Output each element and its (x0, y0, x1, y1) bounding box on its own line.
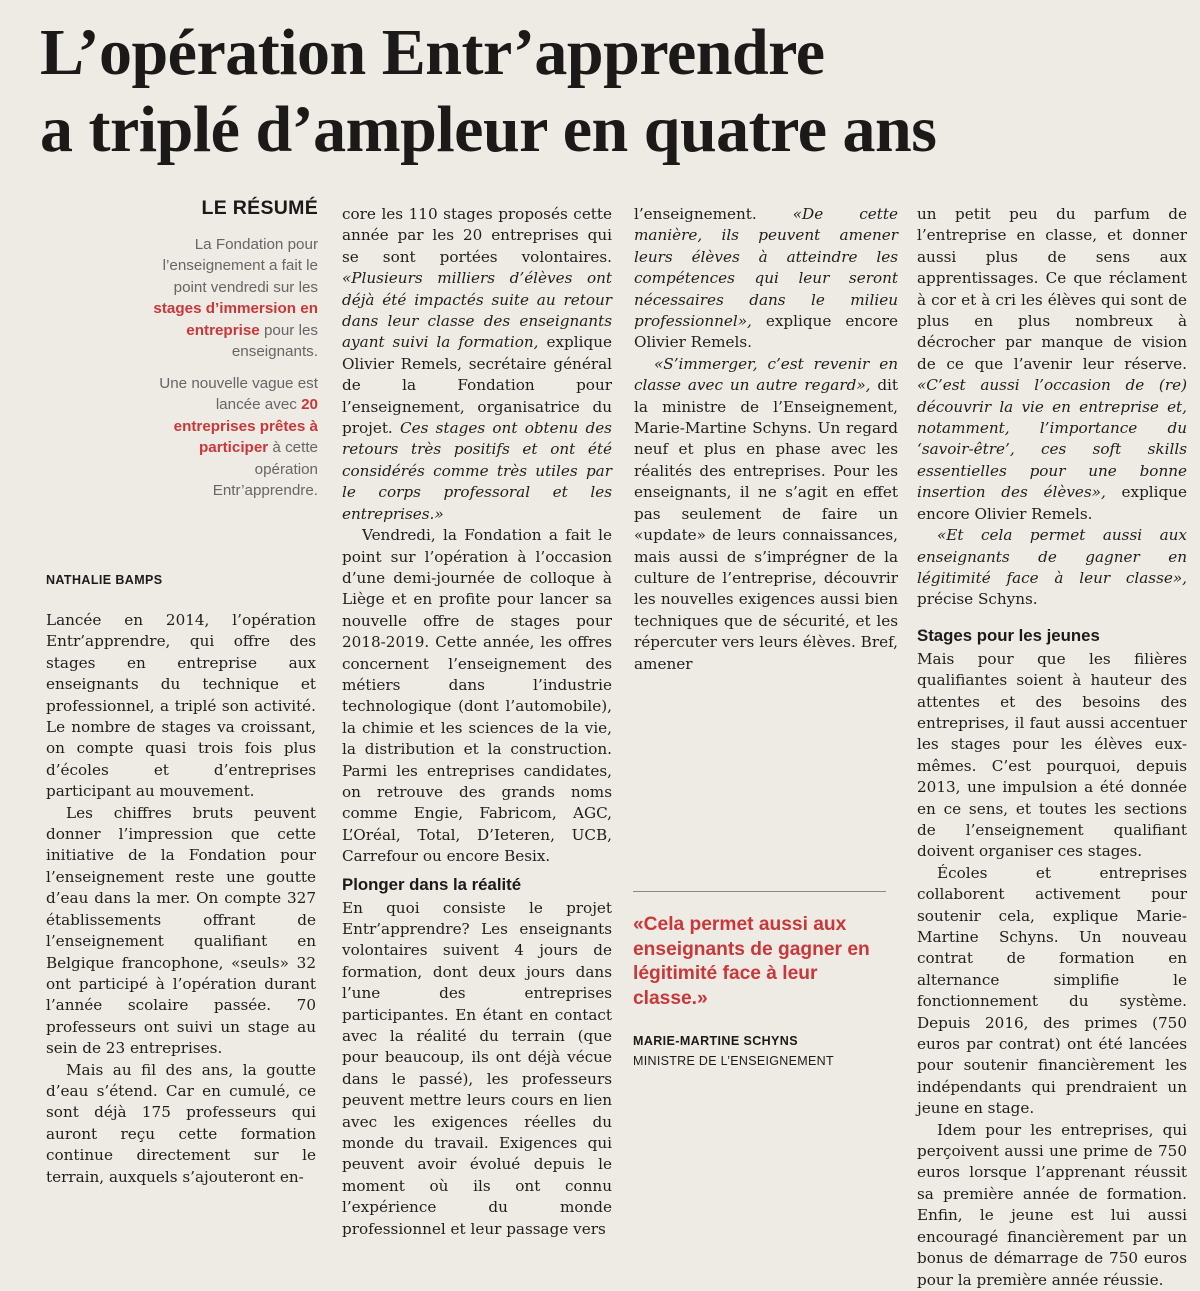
text: explique Olivier Remels, secrétaire général de la Fondation pour l’enseignement, organisatrice du projet. (342, 333, 612, 438)
text: core les 110 stages proposés cette année par les 20 entreprises qui se sont portées volontaires. (342, 205, 612, 266)
text: explique encore Olivier Remels. (634, 312, 898, 352)
byline: NATHALIE BAMPS (46, 573, 163, 587)
text: précise Schyns. (917, 590, 1038, 609)
paragraph (634, 204, 898, 354)
text: explique encore Olivier Remels. (917, 483, 1188, 523)
headline (40, 14, 1180, 168)
paragraph: Écoles et entreprises collaborent activement pour soutenir cela, explique Marie-Martine Schyns. Un nouveau contrat de formation en alternance simplifie le fonctionnement du système. Depuis 2016, des primes (750 euros par contrat) ont été lancées pour soutenir financièrement les indépendants qui prendraient un jeune en stage. (917, 863, 1187, 1118)
text: l’enseignement. (634, 205, 793, 223)
quote-italic: «C’est aussi l’occasion de (re) découvrir la vie en entreprise et, notamment, l’importance du ‘savoir-être’, ces soft skills essentielles pour une bonne insertion des élèves», (917, 376, 1187, 502)
paragraph (917, 525, 1187, 611)
text: un petit peu du parfum de l’entreprise en classe, et donner aussi plus de sens aux apprentissages. Ce que réclament à cor et à cri les élèves qui sont de plus en plus nombreux à décrocher par manque de vision de ce que l’avenir leur réserve. (917, 205, 1187, 373)
summary-text: à cette opération Entr’apprendre. (212, 439, 318, 499)
paragraph: En quoi consiste le projet Entr’apprendre? Les enseignants volontaires suivent 4 jours de formation, dont deux jours dans l’une des entreprises participantes. En étant en contact avec la réalité du terrain (que pour beaucoup, ils ont déjà vécue dans le passé), les professeurs peuvent mettre leurs cours en lien avec les exigences réelles du monde du travail. Exigences qui peuvent avoir évolué depuis le moment où ils ont connu l’expérience du monde professionnel et leur passage vers (342, 898, 612, 1238)
quote-italic: «S’immerger, c’est revenir en classe avec un autre regard», (634, 354, 898, 395)
summary-paragraph-1 (150, 234, 318, 363)
subheading: Stages pour les jeunes (917, 625, 1100, 645)
pull-quote: «Cela permet aussi aux enseignants de gagner en légitimité face à leur classe.» (633, 914, 870, 1009)
quote-italic: «De cette manière, ils peuvent amener leurs élèves à atteindre les compétences qui leur seront nécessaires dans le milieu professionnel», (634, 205, 898, 331)
quote-italic: Ces stages ont obtenu des retours très positifs et ont été considérés comme très utiles par le corps professoral et les entreprises.» (342, 419, 612, 523)
summary-box (150, 198, 318, 512)
quote-italic: «Plusieurs milliers d’élèves ont déjà été impactés suite au retour dans leur classe des enseignants ayant suivi la formation, (342, 269, 612, 352)
subheading: Plonger dans la réalité (342, 874, 522, 894)
paragraph: Mais au fil des ans, la goutte d’eau s’étend. Car en cumulé, ce sont déjà 175 professeurs qui auront reçu cette formation continue directement sur le terrain, auxquels s’ajouteront en- (46, 1060, 316, 1186)
text: dit la ministre de l’Enseignement, Marie-Martine Schyns. Un regard neuf et plus en phase avec les réalités des entreprises. Pour les enseignants, il ne s’agit en effet pas seulement de faire un «update» de leurs connaissances, mais aussi de s’imprégner de la culture de l’entreprise, découvrir les nouvelles exigences aussi bien techniques que de sécurité, et les répercuter vers leurs élèves. Bref, amener (634, 376, 898, 673)
column-4 (917, 204, 1187, 1291)
pull-quote-author: MARIE-MARTINE SCHYNS (633, 1034, 798, 1048)
headline-line-2: a triplé d’ampleur en quatre ans (40, 93, 937, 166)
paragraph: Vendredi, la Fondation a fait le point sur l’opération à l’occasion d’une demi-journée de colloque à Liège et en profite pour lancer sa nouvelle offre de stages pour 2018-2019. Cette année, les offres concernent l’enseignement des métiers dans l’industrie technologique (dont l’automobile), la chimie et les sciences de la vie, la distribution et la construction. Parmi les entreprises candidates, on retrouve des grands noms comme Engie, Fabricom, AGC, L’Oréal, Total, D’Ieteren, UCB, Carrefour ou encore Besix. (342, 526, 612, 866)
summary-text: La Fondation pour l’enseignement a fait le point vendredi sur les (162, 235, 318, 296)
paragraph (342, 204, 612, 525)
summary-text: pour les enseignants. (231, 321, 318, 360)
summary-text: Une nouvelle vague est lancée avec (159, 374, 318, 413)
paragraph: Mais pour que les filières qualifiantes soient à hauteur des attentes et des besoins des entreprises, il faut aussi accentuer les stages pour les élèves eux-mêmes. C’est pourquoi, depuis 2013, une impulsion a été donnée en ce sens, et toutes les sections de l’enseignement qualifiant doivent organiser ces stages. (917, 649, 1187, 861)
column-1 (46, 610, 316, 1188)
summary-highlight: stages d’immersion en entreprise (153, 300, 318, 339)
paragraph (634, 354, 898, 675)
column-2 (342, 204, 612, 1240)
summary-title: LE RÉSUMÉ (201, 197, 318, 219)
summary-paragraph-2 (150, 373, 318, 502)
summary-highlight: 20 entreprises prêtes à participer (173, 396, 318, 456)
headline-line-1: L’opération Entr’apprendre (40, 16, 825, 89)
paragraph: Les chiffres bruts peuvent donner l’impression que cette initiative de la Fondation pour l’enseignement reste une goutte d’eau dans la mer. On compte 327 établissements offrant de l’enseignement qualifiant en Belgique francophone, «seuls» 32 ont participé à l’opération durant l’année scolaire passée. 70 professeurs ont suivi un stage au sein de 23 entreprises. (46, 803, 316, 1058)
paragraph: Idem pour les entreprises, qui perçoivent aussi une prime de 750 euros lorsque l’apprenant réussit sa première année de formation. Enfin, le jeune est lui aussi encouragé financièrement par un bonus de démarrage de 750 euros pour la première année réussie. (917, 1120, 1187, 1289)
paragraph: Lancée en 2014, l’opération Entr’apprendre, qui offre des stages en entreprise aux enseignants du technique et professionnel, a triplé son activité. Le nombre de stages va croissant, on compte quasi trois fois plus d’écoles et d’entreprises participant au mouvement. (46, 611, 316, 801)
pull-quote-role: MINISTRE DE L’ENSEIGNEMENT (633, 1054, 834, 1068)
paragraph (917, 204, 1187, 525)
column-3 (634, 204, 898, 675)
quote-divider (633, 891, 886, 892)
quote-italic: «Et cela permet aussi aux enseignants de gagner en légitimité face à leur classe», (917, 526, 1187, 587)
